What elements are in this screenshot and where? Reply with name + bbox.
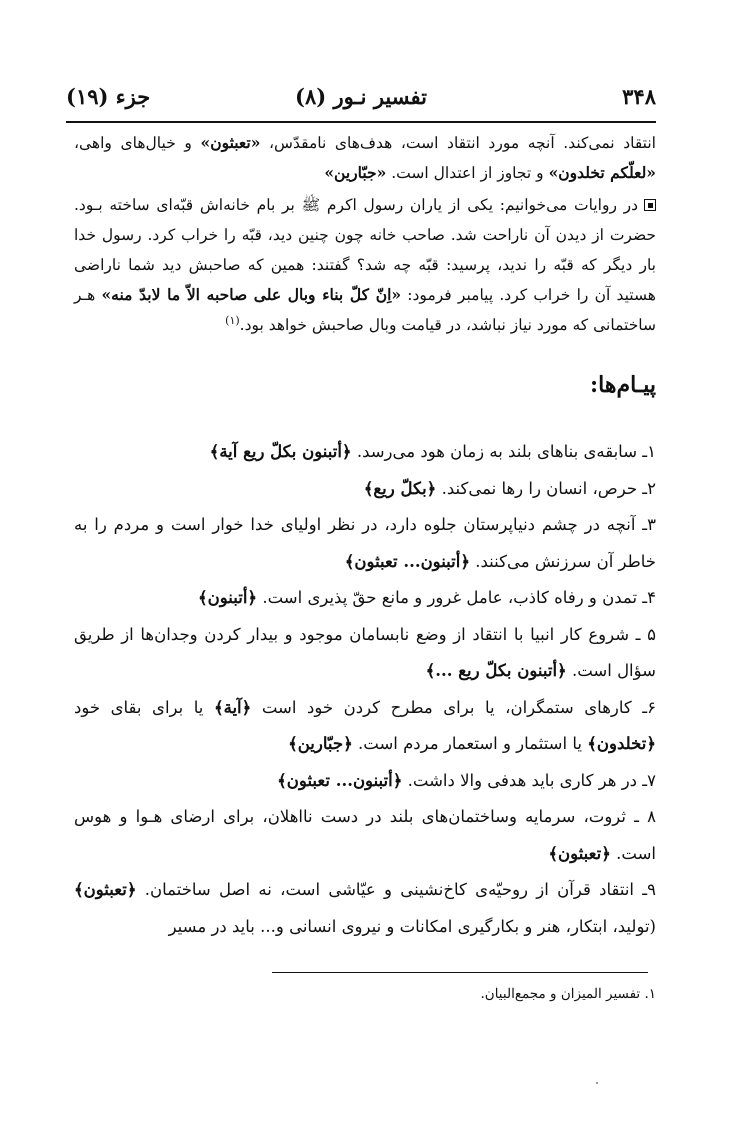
intro-quote-1: «تعبثون» [200,133,261,152]
message-quote: ﴿آیة﴾ [213,697,252,717]
header-rule [66,121,656,123]
intro-quote-3: «جبّارین» [324,163,387,182]
note-square-icon [644,199,656,211]
footnote: ۱. تفسیر المیزان و مجمع‌البیان. [480,986,656,1002]
message-item [74,617,656,690]
message-text: ۷ـ در هر کاری باید هدفی والا داشت. [402,770,656,790]
intro-text: انتقاد نمی‌کند. آنچه مورد انتقاد است، هدف‌های نامقدّس، [260,134,656,152]
footnote-reference: (۱) [225,313,240,327]
message-quote: ﴿أتبنون﴾ [197,588,258,607]
message-item [74,690,656,763]
message-text: یا استثمار و استعمار مردم است. [352,734,588,753]
message-item [74,580,656,617]
message-quote: ﴿أتبنون بکلّ ریع آیة﴾ [209,442,352,461]
message-text: ۱ـ سابقه‌ی بناهای بلند به زمان هود می‌رسد. [351,442,656,461]
page-header [66,84,656,118]
narration-paragraph [74,190,656,340]
message-quote: ﴿أتبنون... تعبثون﴾ [277,770,403,790]
message-text: ۳ـ آنچه در چشم دنیاپرستان جلوه دارد، در نظر اولیای خدا خوار است و مردم را به خاطر آن سرزنش می‌کنند. [74,515,656,571]
intro-text-3: و تجاوز از اعتدال است. [386,164,549,182]
message-quote: ﴿أتبنون... تعبثون﴾ [344,551,471,571]
message-item [74,471,656,508]
footnote-rule [272,972,648,973]
message-item [74,507,656,580]
message-item [74,872,656,945]
message-text: ۲ـ حرص، انسان را رها نمی‌کند. [436,478,656,498]
message-quote: ﴿تخلدون﴾ [587,734,656,753]
message-text: ۸ ـ ثروت، سرمایه وساختمان‌های بلند در دست نااهلان، برای ارضای هـوا و هوس است. [74,807,656,863]
page-number: ۳۴۸ [622,84,656,109]
message-text: ۶ـ کارهای ستمگران، یا برای مطرح کردن خود است [251,697,657,717]
message-item [74,763,656,800]
intro-quote-2: «لعلّکم تخلدون» [548,163,656,182]
intro-text-2: و خیال‌های واهی، [74,134,201,152]
message-item [74,434,656,471]
messages-list [74,434,656,945]
message-quote: ﴿تعبثون﴾ [74,880,137,899]
message-quote: ﴿أتبنون بکلّ ریع ...﴾ [425,661,567,680]
intro-section [74,128,656,340]
message-text: ۹ـ انتقاد قرآن از روحیّه‌ی کاخ‌نشینی و عیّاشی است، نه اصل ساختمان. [136,880,656,899]
narration-text: در روایات می‌خوانیم: یکی از یاران رسول اکرم ﷺ بر بام خانه‌اش قبّه‌ای ساخته بـود. حضرت از دیدن آن ناراحت شد. صاحب خانه چون چنین دید، قبّه را خراب کرد. رسول خدا بار دیگر که قبّه را ندید، پرسید: قبّه چه شد؟ گفتند: همین که صاحبش دید شما ناراضی هستید آن را خراب کرد. پیامبر فرمود: [74,196,656,304]
message-quote: ﴿بکلّ ریع﴾ [363,478,437,498]
book-title: تفسیر نـور (۸) [295,84,427,109]
message-item [74,799,656,872]
message-text: (تولید، ابتکار، هنر و بکارگیری امکانات و نیروی انسانی و... باید در مسیر [168,916,656,936]
hadith-quote: «اِنّ کلّ بناء وبال علی صاحبه الاّ ما لابدّ منه» [101,285,402,304]
message-quote: ﴿جبّارین﴾ [288,734,353,753]
message-text: یا برای بقای خود [74,697,214,717]
part-label: جزء (۱۹) [66,84,151,109]
message-text: ۴ـ تمدن و رفاه کاذب، عامل غرور و مانع حقّ پذیری است. [257,588,656,607]
narration-end: هـر ساختمانی که مورد نیاز نباشد، در قیامت وبال صاحبش خواهد بود. [74,286,656,334]
message-text: ۵ ـ شروع کار انبیا با انتقاد از وضع نابسامان موجود و بیدار کردن وجدان‌ها از طریق سؤال است. [74,624,656,680]
messages-heading: پیـام‌ها: [590,372,656,398]
message-quote: ﴿تعبثون﴾ [548,843,611,863]
page-speck [596,1082,598,1084]
intro-paragraph [74,128,656,188]
